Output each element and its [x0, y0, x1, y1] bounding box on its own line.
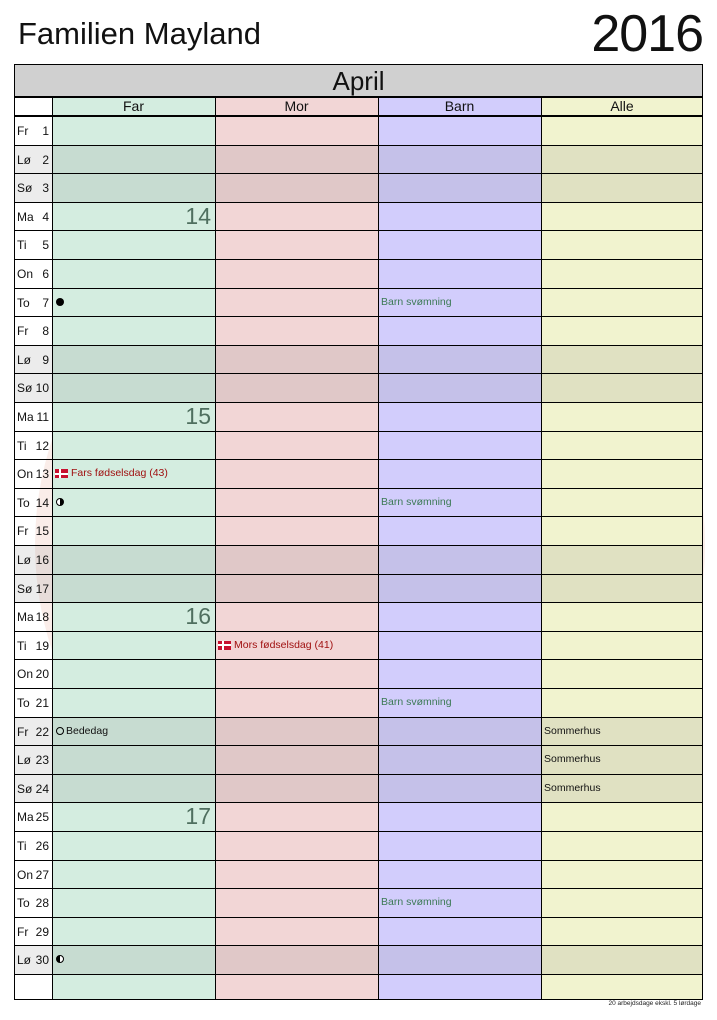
day-label: [17, 153, 49, 167]
column-divider: [52, 97, 53, 1000]
day-label: [17, 353, 49, 367]
day-label: [17, 839, 49, 853]
danish-flag-icon: [218, 641, 231, 650]
day-number: 17: [35, 581, 49, 596]
weekend-row-shade: [14, 345, 703, 374]
day-name: Fr: [17, 524, 29, 539]
day-number: 24: [35, 781, 49, 796]
column-divider: [215, 97, 216, 1000]
day-label: [17, 582, 49, 596]
day-label: [17, 610, 49, 624]
day-number: 8: [42, 324, 49, 339]
row-divider: [14, 745, 703, 746]
day-number: 29: [35, 924, 49, 939]
column-divider: [541, 97, 542, 1000]
weekend-row-shade: [14, 945, 703, 974]
day-label: [17, 667, 49, 681]
day-label: [17, 410, 49, 424]
moon-new-icon: [56, 298, 64, 306]
day-name: Fr: [17, 724, 29, 739]
day-name: Sø: [17, 181, 33, 196]
weekend-row-shade: [14, 173, 703, 202]
day-name: On: [17, 867, 34, 882]
row-divider: [14, 316, 703, 317]
day-label: [17, 124, 49, 138]
day-name: To: [17, 896, 30, 911]
day-label: [17, 467, 49, 481]
row-divider: [14, 431, 703, 432]
row-divider: [14, 116, 703, 117]
event-entry[interactable]: Barn svømning: [381, 896, 452, 909]
weekend-row-shade: [14, 574, 703, 603]
day-number: 15: [35, 524, 49, 539]
day-name: Ma: [17, 810, 34, 825]
event-entry[interactable]: Bededag: [66, 724, 109, 737]
grid-bottom-border: [14, 999, 703, 1000]
row-divider: [14, 345, 703, 346]
weekend-row-shade: [14, 145, 703, 174]
day-number: 19: [35, 638, 49, 653]
day-name: Fr: [17, 324, 29, 339]
day-name: To: [17, 495, 30, 510]
row-divider: [14, 488, 703, 489]
day-name: Lø: [17, 352, 32, 367]
day-name: Lø: [17, 152, 32, 167]
day-label: [17, 639, 49, 653]
row-divider: [14, 831, 703, 832]
day-label: [17, 753, 49, 767]
family-title: Familien Mayland: [18, 16, 261, 51]
column-header-far: Far: [52, 97, 215, 116]
day-label: [17, 810, 49, 824]
day-label: [17, 696, 49, 710]
day-label: [17, 953, 49, 967]
day-label: [17, 439, 49, 453]
day-number: 12: [35, 438, 49, 453]
day-label: [17, 238, 49, 252]
day-label: [17, 296, 49, 310]
month-title: April: [14, 64, 703, 97]
day-name: On: [17, 267, 34, 281]
footnote: 20 arbejdsdage ekskl. 5 lørdage: [608, 1000, 701, 1007]
week-number: 16: [185, 603, 211, 630]
event-entry[interactable]: Sommerhus: [544, 781, 601, 794]
year-label: 2016: [591, 5, 703, 63]
row-divider: [14, 917, 703, 918]
day-label: [17, 524, 49, 538]
event-entry[interactable]: Sommerhus: [544, 753, 601, 766]
day-number: 27: [35, 867, 49, 882]
row-divider: [14, 230, 703, 231]
row-divider: [14, 173, 703, 174]
day-number: 10: [35, 381, 49, 396]
week-number: 17: [185, 803, 211, 830]
calendar-grid: [14, 97, 703, 1000]
day-number: 7: [42, 295, 49, 310]
day-number: 21: [35, 696, 49, 710]
day-number: 6: [42, 267, 49, 281]
day-number: 18: [35, 610, 49, 625]
day-name: On: [17, 467, 34, 482]
row-divider: [14, 602, 703, 603]
row-divider: [14, 402, 703, 403]
row-divider: [14, 97, 703, 98]
day-label: [17, 381, 49, 395]
day-number: 26: [35, 839, 49, 853]
row-divider: [14, 802, 703, 803]
day-name: Ma: [17, 410, 34, 424]
day-name: Lø: [17, 953, 32, 968]
day-name: Lø: [17, 753, 32, 768]
column-divider: [378, 97, 379, 1000]
column-header-barn: Barn: [378, 97, 541, 116]
day-name: On: [17, 667, 34, 682]
day-number: 4: [42, 209, 49, 224]
day-name: To: [17, 696, 30, 710]
day-number: 30: [35, 953, 49, 968]
day-label: [17, 925, 49, 939]
day-name: Ma: [17, 209, 34, 224]
day-number: 23: [35, 753, 49, 768]
day-name: Ti: [17, 839, 27, 853]
day-name: Lø: [17, 553, 32, 567]
day-label: [17, 181, 49, 195]
row-divider: [14, 516, 703, 517]
day-label: [17, 267, 49, 281]
day-number: 22: [35, 724, 49, 739]
row-divider: [14, 688, 703, 689]
week-number: 14: [185, 202, 211, 229]
day-name: Sø: [17, 581, 33, 596]
column-header-mor: Mor: [215, 97, 378, 116]
row-divider: [14, 574, 703, 575]
day-name: To: [17, 295, 30, 310]
column-header-alle: Alle: [541, 97, 703, 116]
moon-first-quarter-icon: [56, 498, 64, 506]
day-name: Sø: [17, 381, 33, 396]
row-divider: [14, 259, 703, 260]
day-number: 25: [35, 810, 49, 825]
row-divider: [14, 631, 703, 632]
week-number: 15: [185, 403, 211, 429]
moon-full-icon: [56, 727, 64, 735]
row-divider: [14, 888, 703, 889]
day-number: 9: [42, 352, 49, 367]
row-divider: [14, 373, 703, 374]
day-number: 16: [35, 553, 49, 567]
day-label: [17, 553, 49, 567]
danish-flag-icon: [55, 469, 68, 478]
day-number: 1: [42, 124, 49, 138]
column-divider: [14, 97, 15, 1000]
day-name: Fr: [17, 924, 29, 939]
day-name: Ti: [17, 638, 27, 653]
row-divider: [14, 945, 703, 946]
row-divider: [14, 717, 703, 718]
event-entry[interactable]: Barn svømning: [381, 495, 452, 508]
day-number: 2: [42, 152, 49, 167]
row-divider: [14, 145, 703, 146]
day-name: Ti: [17, 438, 27, 453]
day-number: 11: [36, 410, 49, 424]
row-divider: [14, 202, 703, 203]
event-entry[interactable]: Mors fødselsdag (41): [234, 638, 334, 651]
day-label: [17, 725, 49, 739]
day-number: 28: [35, 896, 49, 911]
row-divider: [14, 974, 703, 975]
row-divider: [14, 459, 703, 460]
day-number: 5: [42, 238, 49, 253]
day-name: Ti: [17, 238, 27, 253]
day-name: Ma: [17, 610, 34, 625]
event-entry[interactable]: Barn svømning: [381, 696, 452, 708]
day-label: [17, 782, 49, 796]
row-divider: [14, 288, 703, 289]
event-entry[interactable]: Fars fødselsdag (43): [71, 467, 168, 480]
day-number: 13: [35, 467, 49, 482]
weekend-row-shade: [14, 373, 703, 402]
day-label: [17, 868, 49, 882]
column-divider: [702, 97, 703, 1000]
day-label: [17, 324, 49, 338]
day-label: [17, 496, 49, 510]
event-entry[interactable]: Sommerhus: [544, 724, 601, 737]
day-label: [17, 210, 49, 224]
day-number: 14: [35, 495, 49, 510]
row-divider: [14, 774, 703, 775]
row-divider: [14, 659, 703, 660]
row-divider: [14, 545, 703, 546]
day-name: Sø: [17, 781, 33, 796]
day-number: 20: [35, 667, 49, 682]
day-number: 3: [42, 181, 49, 196]
row-divider: [14, 860, 703, 861]
weekend-row-shade: [14, 545, 703, 574]
day-name: Fr: [17, 124, 29, 138]
day-label: [17, 896, 49, 910]
event-entry[interactable]: Barn svømning: [381, 295, 452, 308]
